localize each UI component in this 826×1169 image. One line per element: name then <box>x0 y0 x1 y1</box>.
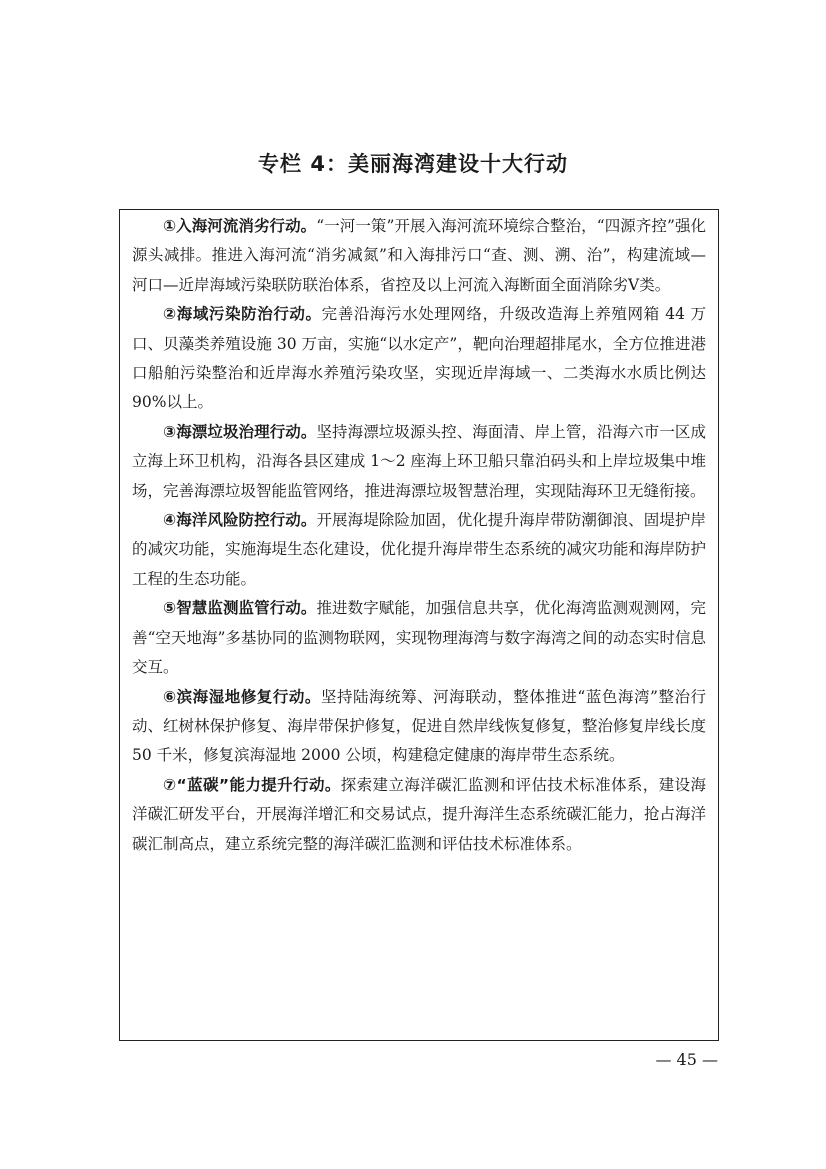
action-item-heading: ②海域污染防治行动。 <box>163 305 322 324</box>
page-title: 专栏 4：美丽海湾建设十大行动 <box>258 152 568 176</box>
action-item-6 <box>132 683 706 771</box>
action-item-heading: ⑤智慧监测监管行动。 <box>163 599 317 618</box>
action-item-text: “一河一策”开展入海河流环境综合整治，“四源齐控”强化源头减排。推进入海河流“消劣减氮”和入海排污口“查、测、溯、治”，构建流域—河口—近岸海域污染联防联治体系，省控及以上河流入海断面全面消除劣Ⅴ类。 <box>132 217 707 294</box>
action-item-text: 坚持海漂垃圾源头控、海面清、岸上管，沿海六市一区成立海上环卫机构，沿海各县区建成 1～2 座海上环卫船只靠泊码头和上岸垃圾集中堆场，完善海漂垃圾智能监管网络，推进海漂垃圾智慧治理，实现陆海环卫无缝衔接。 <box>132 422 706 500</box>
action-item-text: 探索建立海洋碳汇监测和评估技术标准体系，建设海洋碳汇研发平台，开展海洋增汇和交易试点，提升海洋生态系统碳汇能力，抢占海洋碳汇制高点，建立系统完整的海洋碳汇监测和评估技术标准体系。 <box>132 775 706 853</box>
action-item-text: 坚持陆海统筹、河海联动，整体推进“蓝色海湾”整治行动、红树林保护修复、海岸带保护修复，促进自然岸线恢复修复，整治修复岸线长度 50 千米，修复滨海湿地 2000 公顷，构建稳定健康的海岸带生态系统。 <box>132 687 707 765</box>
column-box <box>119 209 719 1041</box>
action-item-heading: ④海洋风险防控行动。 <box>163 511 317 530</box>
action-item-text: 推进数字赋能，加强信息共享，优化海湾监测观测网，完善“空天地海”多基协同的监测物联网，实现物理海湾与数字海湾之间的动态实时信息交互。 <box>132 599 706 677</box>
action-item-heading: ①入海河流消劣行动。 <box>163 217 317 235</box>
action-item-3 <box>132 418 706 506</box>
page-number: — 45 — <box>655 1050 718 1069</box>
action-item-text: 开展海堤除险加固，优化提升海岸带防潮御浪、固堤护岸的减灾功能，实施海堤生态化建设，优化提升海岸带生态系统的减灾功能和海岸防护工程的生态功能。 <box>132 511 706 588</box>
action-item-1 <box>132 212 706 300</box>
action-item-7 <box>132 771 706 859</box>
action-item-4 <box>132 506 706 594</box>
action-item-heading: ③海漂垃圾治理行动。 <box>163 422 317 441</box>
action-item-text: 完善沿海污水处理网络，升级改造海上养殖网箱 44 万口、贝藻类养殖设施 30 万亩，实施“以水定产”，靶向治理超排尾水，全方位推进港口船舶污染整治和近岸海水养殖污染攻坚，实现近岸海域一、二类海水水质比例达 90%以上。 <box>132 305 706 412</box>
action-item-5 <box>132 594 706 682</box>
action-item-heading: ⑥滨海湿地修复行动。 <box>163 687 321 706</box>
action-item-heading: ⑦“蓝碳”能力提升行动。 <box>163 775 341 794</box>
action-item-2 <box>132 300 706 418</box>
